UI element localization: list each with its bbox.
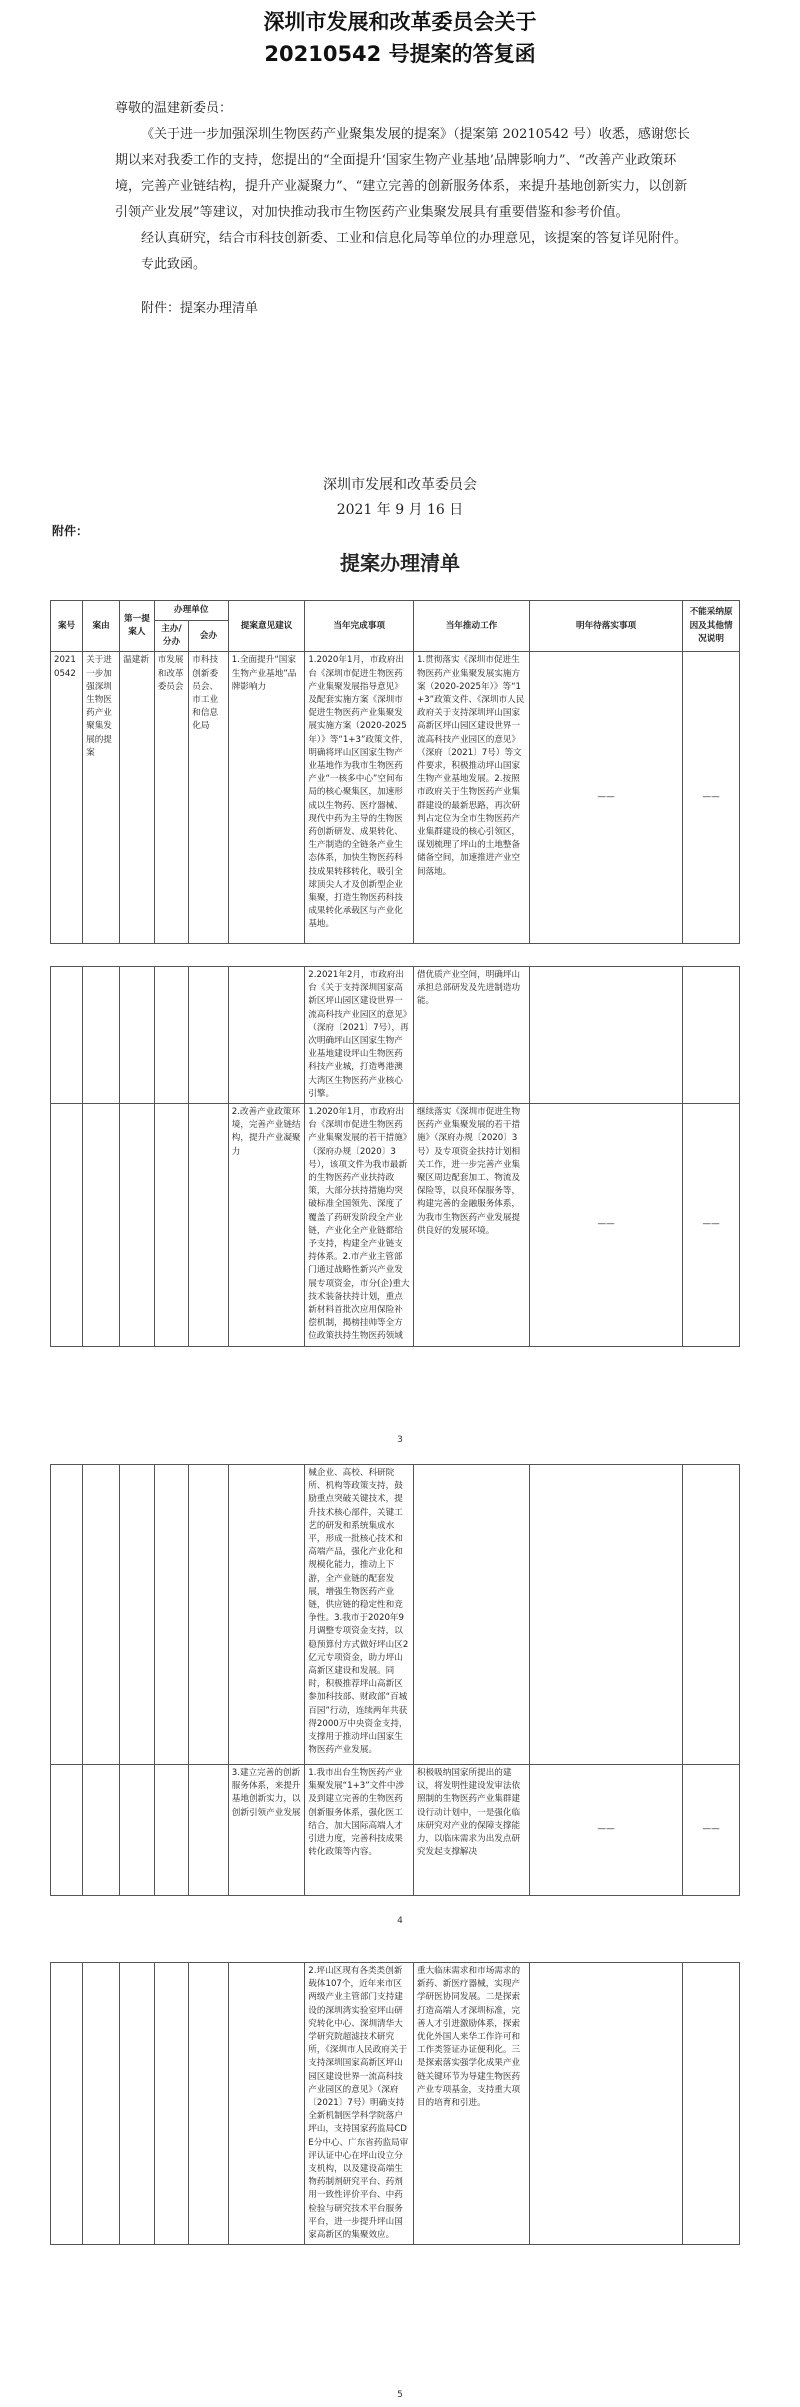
letter-paragraph-1: 《关于进一步加强深圳生物医药产业聚集发展的提案》（提案第 20210542 号）收悉，感谢您长期以来对我委工作的支持，您提出的“全面提升‘国家生物产业基地’品牌影响力”、“改善产业政策环境，完善产业链结构，提升产业凝聚力”、“建立完善的创新服务体系，来提升基地创新实力，以创新引领产业发展”等建议，对加快推动我市生物医药产业集聚发展具有重要借鉴和参考价值。 xyxy=(115,127,690,220)
proposal-table-page4 xyxy=(50,1962,740,2245)
cell-done-3b: 2.坪山区现有各类类创新载体107个，近年来市区两级产业主管部门支持建设的深圳湾实验室坪山研究转化中心、深圳清华大学研究院超滤技术研究所，《深圳市人民政府关于支持深圳国家高新区坪山园区建设世界一流高科技产业园区的意见》（深府〔2021〕7号）明确支持全新机制医学科学院落户坪山，支持国家药监局CDE分中心、广东省药监局审评认证中心在坪山设立分支机构，以及建设高端生物药制剂研究平台、药剂用一致性评价平台、中药检验与研究技术平台服务平台，进一步提升坪山国家高新区的集聚效应。 xyxy=(305,1963,414,2245)
cell-ongoing-1: 1.贯彻落实《深圳市促进生物医药产业集聚发展实施方案（2020-2025年）》等“1+3”政策文件、《深圳市人民政府关于支持深圳坪山国家高新区坪山园区建设世界一流高科技产业园区的意见》（深府〔2021〕7号）等文件要求，积极推动坪山国家生物产业基地发展。2.按照市政府关于生物医药产业集群建设的最新思路，再次研判占定位为全市生物医药产业集群建设的核心引领区，谋划梳理了坪山的土地整备储备空间，加速推进产业空间落地。 xyxy=(413,652,529,944)
table-page-2 xyxy=(0,955,800,1452)
cell-reason-dash-2: —— xyxy=(683,1104,740,1347)
proposal-table-page2 xyxy=(50,966,740,1347)
cell-done-2b: 械企业、高校、科研院所、机构等政策支持，鼓励重点突破关键技术，提升技术核心部件，关键工艺的研发和系统集成水平，形成一批核心技术和高端产品，强化产业化和规模化能力，推动上下游，全产业链的配套发展，增强生物医药产业链，供应链的稳定性和竞争性。3.我市于2020年9月调整专项资金支持，以稳预算付方式做好坪山区2亿元专项资金，助力坪山高新区建设和发展。同时，积极推荐坪山高新区参加科技部、财政部“百城百园”行动，连续两年共获得2000万中央资金支持，支撑用于推动坪山国家生物医药产业发展。 xyxy=(305,1465,414,1765)
signer-name: 深圳市发展和改革委员会 xyxy=(323,477,477,493)
header-handling-unit: 办理单位 xyxy=(154,601,228,621)
cell-ongoing-3b: 重大临床需求和市场需求的新药、新医疗器械，实现产学研医协同发展。二是探索打造高端人才深圳标准，完善人才引进激励体系，探索优化外国人来华工作许可和工作类签证办证便利化。三是探索落实强学化成果产业链关键环节为导建生物医药产业专项基金，支持重大项目的培育和引进。 xyxy=(413,1963,529,2245)
cell-ongoing-1b: 借优质产业空间，明确坪山承担总部研发及先进制造功能。 xyxy=(413,967,529,1104)
cell-done-1b: 2.2021年2月，市政府出台《关于支持深圳国家高新区坪山园区建设世界一流高科技产业园区的意见》（深府〔2021〕7号），再次明确坪山区国家生物产业基地建设坪山生物医药科技产业城，打造粤港澳大湾区生物医药产业核心引擎。 xyxy=(305,967,414,1104)
letter-title-line2: 20210542 号提案的答复函 xyxy=(264,42,536,66)
table-page-4 xyxy=(0,1932,800,2407)
cell-co-unit: 市科技创新委员会、市工业和信息化局 xyxy=(189,652,229,944)
cell-opinion-2: 2.改善产业政策环境，完善产业链结构，提升产业凝聚力 xyxy=(228,1104,305,1347)
cell-ongoing-3: 积极吸纳国家所提出的建议，将发明性建设发审法依照制的生物医药产业集群建设行动计划中，一是强化临床研究对产业的保障支撑能力，以临床需求为出发点研究发起支撑解决 xyxy=(413,1765,529,1896)
cell-ongoing-2: 继续落实《深圳市促进生物医药产业集聚发展的若干措施》（深府办规〔2020〕3号）及专项资金扶持计划相关工作，进一步完善产业集聚区周边配套加工、物流及保险等，以良环保服务等，构建完善的金融服务体系，为我市生物医药产业发展提供良好的发展环境。 xyxy=(413,1104,529,1347)
proposal-table-page3 xyxy=(50,1464,740,1896)
letter-date: 2021 年 9 月 16 日 xyxy=(336,502,464,518)
cell-next-dash-3: —— xyxy=(530,1765,683,1896)
letter-body xyxy=(115,96,695,322)
page-number: 5 xyxy=(397,2390,403,2400)
letter-closing: 专此致函。 xyxy=(141,257,207,272)
cell-proposer: 温建新 xyxy=(120,652,155,944)
cell-next-dash-2: —— xyxy=(530,1104,683,1347)
letter-title-line1: 深圳市发展和改革委员会关于 xyxy=(263,10,537,34)
attachment-label: 附件： xyxy=(52,524,89,538)
letter-salutation: 尊敬的温建新委员： xyxy=(115,101,233,116)
table-page-3 xyxy=(0,1452,800,1932)
proposal-table-page1 xyxy=(50,600,740,944)
cell-done-2: 1.2020年1月，市政府出台《深圳市促进生物医药产业集聚发展的若干措施》（深府办规〔2020〕3号），该项文件为我市最新的生物医药产业扶持政策，大部分扶持措施均突破标准全国领先、深度了覆盖了药研发阶段全产业链，产业化全产业链都给予支持，构建全产业链支持体系。2.市产业主管部门通过战略性新兴产业发展专项资金，市分(企)重大技术装备扶持计划，重点新材料首批次应用保险补偿机制，揭榜挂帅等全方位政策扶持生物医药领域 xyxy=(305,1104,414,1347)
header-ongoing: 当年推动工作 xyxy=(413,601,529,652)
header-done: 当年完成事项 xyxy=(305,601,414,652)
header-opinion: 提案意见建议 xyxy=(228,601,305,652)
cell-case-no: 20210542 xyxy=(51,652,83,944)
cell-opinion-1: 1.全面提升“国家生物产业基地”品牌影响力 xyxy=(228,652,305,944)
cell-done-1: 1.2020年1月，市政府出台《深圳市促进生物医药产业集聚发展指导意见》及配套实施方案《深圳市促进生物医药产业集聚发展实施方案（2020-2025年）》等“1+3”政策文件，明确将坪山区国家生物产业基地作为我市生物医药产业“一核多中心”空间布局的核心聚集区，加速形成以生物药、医疗器械、现代中药为主导的生物医药创新研发、成果转化、生产制造的全链条产业生态体系，加快生物医药科技成果转移转化，吸引全球顶尖人才及创新型企业集聚，打造生物医药科技成果转化承载区与产业化基地。 xyxy=(305,652,414,944)
header-co: 会办 xyxy=(189,621,229,652)
page-number: 4 xyxy=(397,1916,403,1926)
header-next-year: 明年待落实事项 xyxy=(530,601,683,652)
letter-paragraph-2: 经认真研究，结合市科技创新委、工业和信息化局等单位的办理意见，该提案的答复详见附件。 xyxy=(141,231,688,246)
cell-lead-unit: 市发展和改革委员会 xyxy=(154,652,189,944)
page-number: 3 xyxy=(397,1435,403,1445)
header-no: 案号 xyxy=(51,601,83,652)
cell-reason-dash: —— xyxy=(683,652,740,944)
list-title: 提案办理清单 xyxy=(340,551,460,575)
header-subject: 案由 xyxy=(83,601,120,652)
header-lead: 主办/分办 xyxy=(154,621,189,652)
cell-done-3: 1.我市出台生物医药产业集聚发展“1+3”文件中涉及到建立完善的生物医药创新服务体系，强化医工结合，加大国际高端人才引进力度，完善科技成果转化政策等内容。 xyxy=(305,1765,414,1896)
header-reason: 不能采纳原因及其他情况说明 xyxy=(683,601,740,652)
cell-subject: 关于进一步加强深圳生物医药产业聚集发展的提案 xyxy=(83,652,120,944)
letter-attachment-note: 附件：提案办理清单 xyxy=(141,301,259,316)
header-first-proposer: 第一提案人 xyxy=(120,601,155,652)
cell-opinion-3: 3.建立完善的创新服务体系，来提升基地创新实力，以创新引领产业发展 xyxy=(228,1765,305,1896)
cell-next-dash: —— xyxy=(530,652,683,944)
cell-reason-dash-3: —— xyxy=(683,1765,740,1896)
